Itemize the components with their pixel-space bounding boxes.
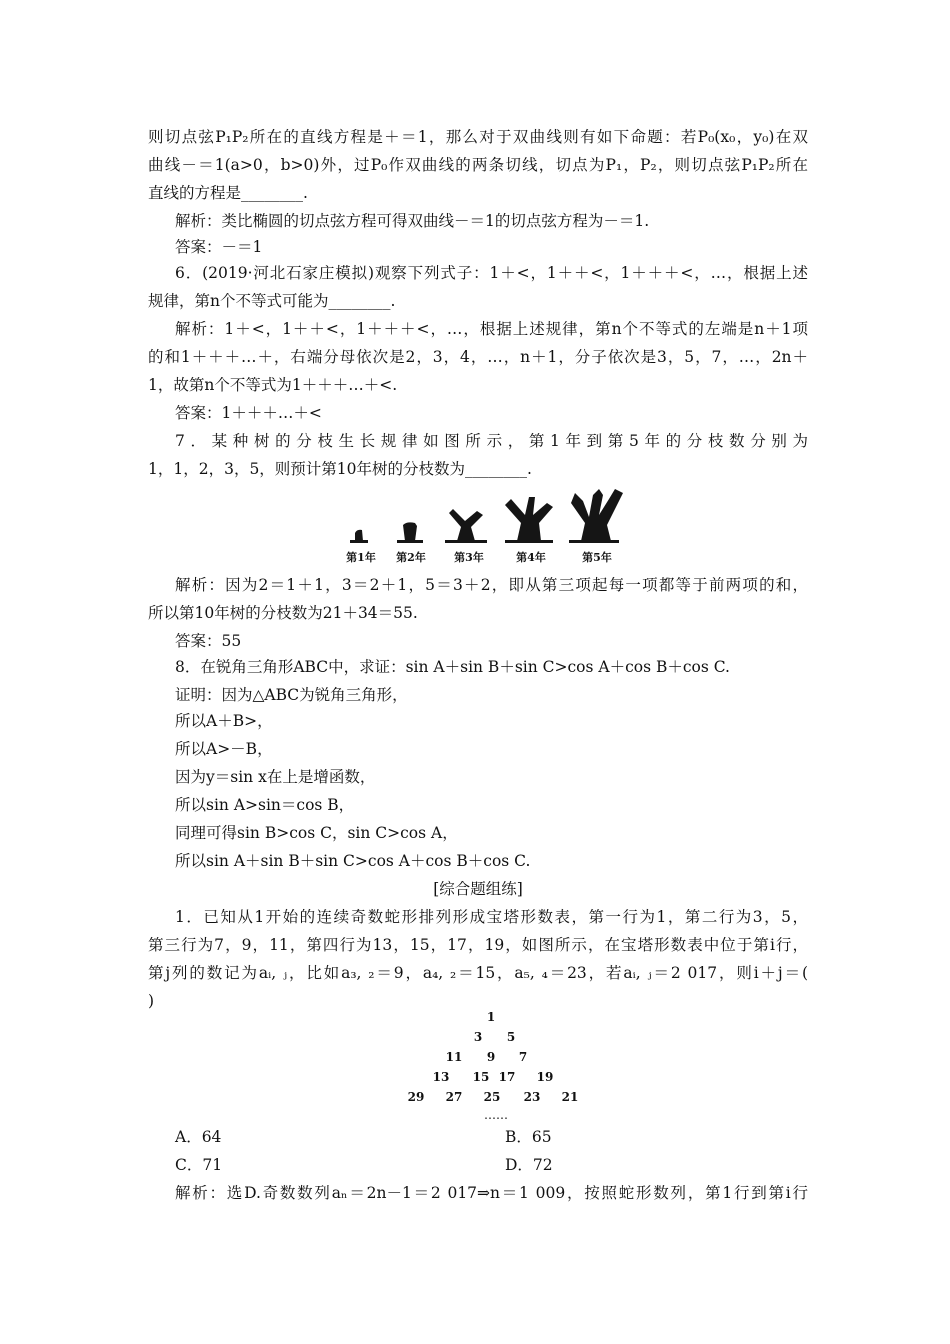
number-pyramid (400, 1008, 600, 1126)
tree-year-5 (571, 489, 623, 541)
pyramid-number: 3 (473, 1030, 483, 1044)
pyramid-row-2 (400, 1028, 600, 1046)
text-line: 答案：1＋＋＋…＋< (175, 404, 322, 422)
pyramid-number: 21 (561, 1090, 579, 1104)
text-line: 第三行为7，9，11，第四行为13，15，17，19，如图所示，在宝塔形数表中位于第i行， (148, 936, 808, 954)
text-line: 解析：因为2＝1＋1，3＝2＋1，5＝3＋2，即从第三项起每一项都等于前两项的和， (175, 576, 808, 594)
text-line: 所以A>－B， (175, 740, 273, 758)
option-b: B．65 (505, 1128, 552, 1146)
pyramid-number: 25 (483, 1090, 501, 1104)
pyramid-row-4 (400, 1068, 600, 1086)
pyramid-number: 9 (486, 1050, 496, 1064)
tree-label-1: 第1年 (346, 551, 376, 564)
text-line: 解析：类比椭圆的切点弦方程可得双曲线－＝1的切点弦方程为－＝1. (175, 212, 650, 230)
pyramid-number: 27 (445, 1090, 463, 1104)
option-c: C．71 (175, 1156, 223, 1174)
text-line: 同理可得sin B>cos C，sin C>cos A， (175, 824, 458, 842)
tree-growth-figure (345, 483, 645, 571)
pyramid-number: 19 (536, 1070, 554, 1084)
pyramid-row-3 (400, 1048, 600, 1066)
tree-year-3 (449, 509, 483, 541)
text-line: 则切点弦P₁P₂所在的直线方程是＋＝1，那么对于双曲线则有如下命题：若P₀(x₀，y₀)在双 (148, 128, 808, 146)
tree-year-1 (355, 530, 363, 541)
text-line: 直线的方程是________. (148, 184, 308, 202)
tree-label-2: 第2年 (396, 551, 426, 564)
text-line: 的和1＋＋＋…＋，右端分母依次是2，3，4，…，n＋1，分子依次是3，5，7，…，2n＋ (148, 348, 808, 366)
text-line: 1，1，2，3，5，则预计第10年树的分枝数为________. (148, 460, 532, 478)
text-line: 第j列的数记为aᵢ, ⱼ，比如a₃, ₂＝9，a₄, ₂＝15，a₅, ₄＝23，若aᵢ, ⱼ＝2 017，则i＋j＝( (148, 964, 808, 982)
text-line: 解析：选D.奇数数列aₙ＝2n－1＝2 017⇒n＝1 009，按照蛇形数列，第1行到第i行 (175, 1184, 808, 1202)
pyramid-row-5 (400, 1088, 600, 1106)
tree-label-3: 第3年 (454, 551, 484, 564)
text-line: 所以sin A＋sin B＋sin C>cos A＋cos B＋cos C. (175, 852, 531, 870)
text-line: 8．在锐角三角形ABC中，求证：sin A＋sin B＋sin C>cos A＋cos B＋cos C. (175, 658, 730, 676)
pyramid-number: 11 (445, 1050, 463, 1064)
text-line: 解析：1＋<，1＋＋<，1＋＋＋<，…，根据上述规律，第n个不等式的左端是n＋1项 (175, 320, 808, 338)
option-a: A．64 (175, 1128, 222, 1146)
pyramid-ellipsis: …… (484, 1108, 508, 1122)
pyramid-number: 17 (498, 1070, 516, 1084)
pyramid-ellipsis-row (400, 1106, 600, 1124)
option-d: D．72 (505, 1156, 553, 1174)
section-heading: [综合题组练] (433, 880, 523, 898)
text-line: 所以sin A>sin＝cos B， (175, 796, 355, 814)
text-line: 1．已知从1开始的连续奇数蛇形排列形成宝塔形数表，第一行为1，第二行为3，5， (175, 908, 808, 926)
pyramid-number: 1 (486, 1010, 496, 1024)
text-line: 答案：－＝1 (175, 238, 263, 256)
text-line: 7．某种树的分枝生长规律如图所示，第1年到第5年的分枝数分别为 (175, 432, 808, 450)
tree-label-5: 第5年 (582, 551, 612, 564)
text-line: 所以第10年树的分枝数为21＋34＝55. (148, 604, 418, 622)
pyramid-number: 23 (523, 1090, 541, 1104)
pyramid-number: 13 (432, 1070, 450, 1084)
pyramid-number: 7 (518, 1050, 528, 1064)
text-line: 所以A＋B>， (175, 712, 273, 730)
text-line: 证明：因为△ABC为锐角三角形， (175, 686, 408, 704)
tree-illustration (345, 483, 645, 571)
tree-label-4: 第4年 (516, 551, 546, 564)
text-line: ) (148, 992, 155, 1010)
pyramid-number: 5 (506, 1030, 516, 1044)
text-line: 1，故第n个不等式为1＋＋＋…＋<. (148, 376, 398, 394)
text-line: 曲线－＝1(a>0，b>0)外，过P₀作双曲线的两条切线，切点为P₁，P₂，则切点弦P₁P₂所在 (148, 156, 808, 174)
text-line: 规律，第n个不等式可能为________. (148, 292, 396, 310)
text-line: 因为y＝sin x在上是增函数， (175, 768, 376, 786)
pyramid-number: 15 (472, 1070, 490, 1084)
pyramid-row-1 (400, 1008, 600, 1026)
tree-year-2 (403, 522, 417, 541)
tree-year-4 (505, 497, 553, 541)
text-line: 6．(2019·河北石家庄模拟)观察下列式子：1＋<，1＋＋<，1＋＋＋<，…，根据上述 (175, 264, 808, 282)
pyramid-number: 29 (407, 1090, 425, 1104)
text-line: 答案：55 (175, 632, 242, 650)
